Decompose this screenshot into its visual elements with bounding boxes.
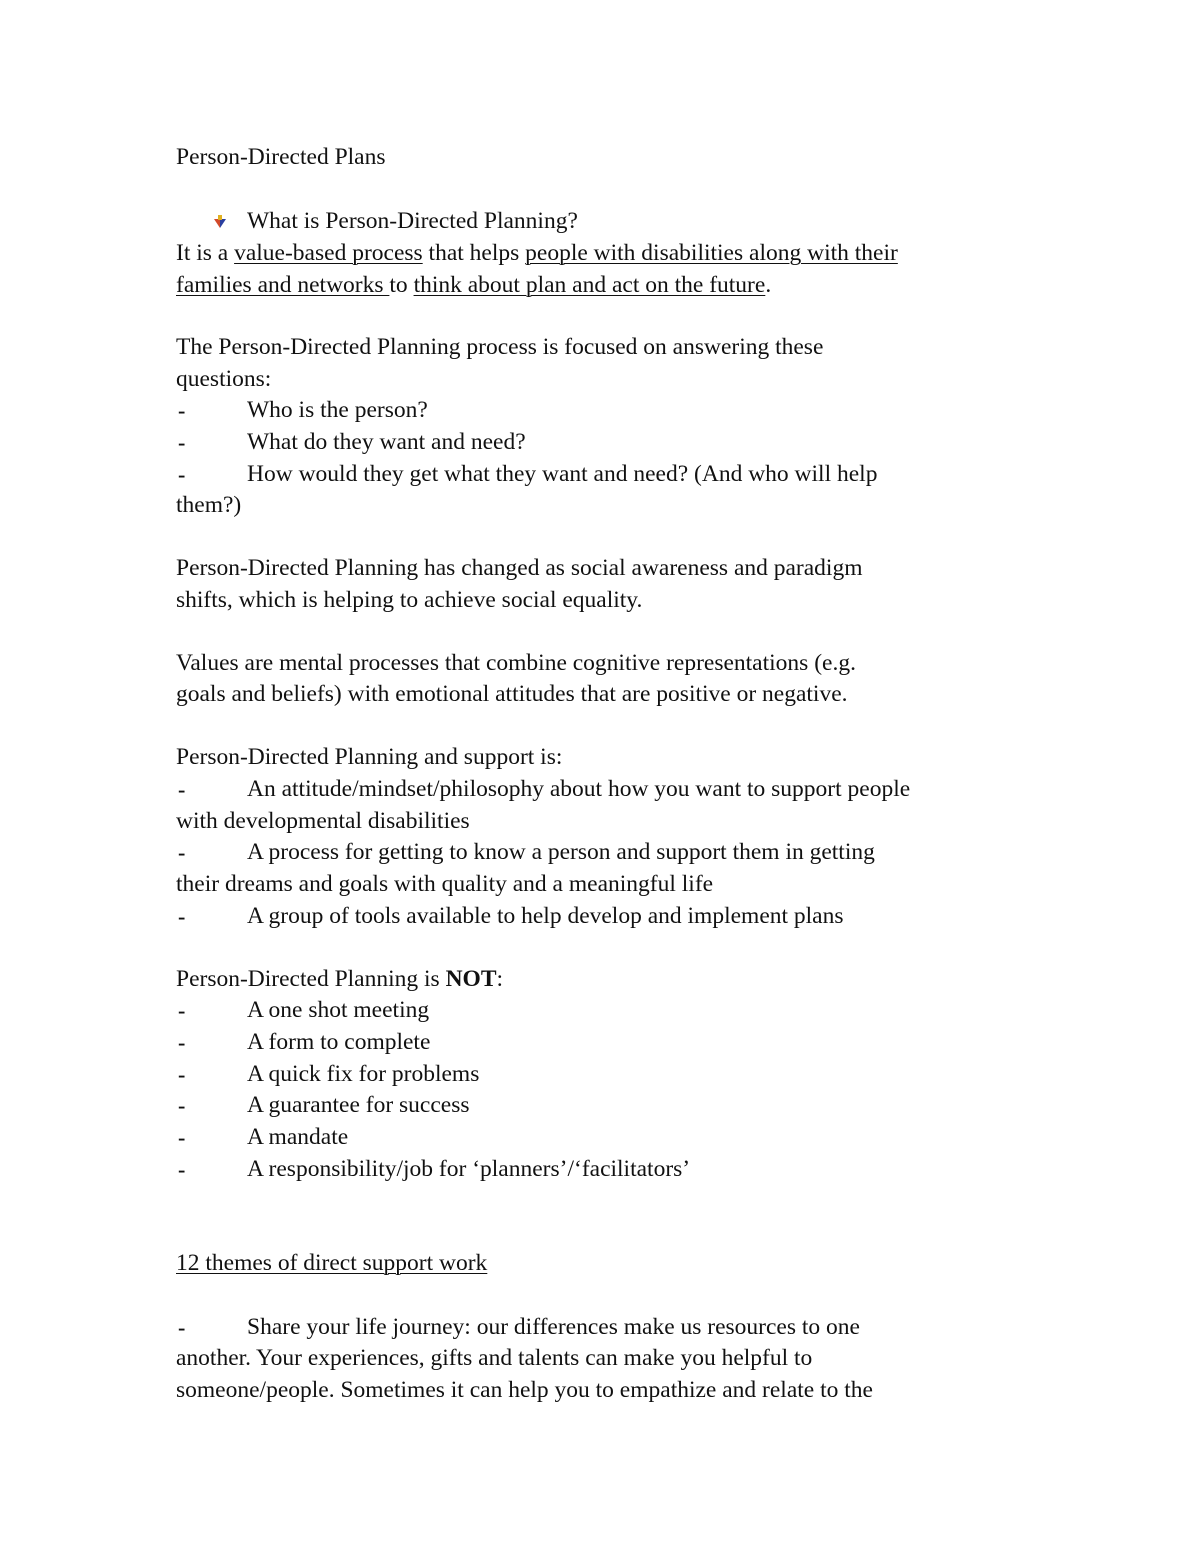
dash-bullet: - [178, 1062, 186, 1087]
dash-bullet: - [178, 398, 186, 423]
dash-bullet: - [178, 1125, 186, 1150]
dash-bullet: - [178, 777, 186, 802]
dash-bullet: - [178, 1093, 186, 1118]
page-title: Person-Directed Plans [176, 144, 386, 170]
dash-bullet: - [178, 1157, 186, 1182]
list-item: A responsibility/job for ‘planners’/‘facilitators’ [247, 1156, 691, 1182]
list-item-continuation: another. Your experiences, gifts and talents can make you helpful to [176, 1345, 813, 1371]
list-item: A form to complete [247, 1029, 431, 1055]
themes-heading: 12 themes of direct support work [176, 1250, 488, 1276]
definition-line-2: families and networks to think about plan and act on the future. [176, 272, 772, 298]
list-item: What do they want and need? [247, 429, 526, 455]
dash-bullet: - [178, 1315, 186, 1340]
dash-bullet: - [178, 840, 186, 865]
down-arrow-bullet-icon [212, 214, 230, 230]
list-item-continuation: with developmental disabilities [176, 808, 470, 834]
not-heading: Person-Directed Planning is NOT: [176, 966, 504, 992]
focus-paragraph-line-1: The Person-Directed Planning process is focused on answering these [176, 334, 824, 360]
list-item-continuation: their dreams and goals with quality and a meaningful life [176, 871, 714, 897]
focus-paragraph-line-2: questions: [176, 366, 272, 392]
list-item: A guarantee for success [247, 1092, 470, 1118]
list-item: A group of tools available to help develop and implement plans [247, 903, 844, 929]
list-item: A quick fix for problems [247, 1061, 480, 1087]
support-heading: Person-Directed Planning and support is: [176, 744, 563, 770]
dash-bullet: - [178, 998, 186, 1023]
values-paragraph-line-1: Values are mental processes that combine cognitive representations (e.g. [176, 650, 856, 676]
list-item-continuation: them?) [176, 492, 242, 518]
dash-bullet: - [178, 904, 186, 929]
values-paragraph-line-2: goals and beliefs) with emotional attitudes that are positive or negative. [176, 681, 848, 707]
list-item-continuation: someone/people. Sometimes it can help you to empathize and relate to the [176, 1377, 873, 1403]
list-item: A process for getting to know a person and support them in getting [247, 839, 875, 865]
dash-bullet: - [178, 462, 186, 487]
list-item: A one shot meeting [247, 997, 430, 1023]
changed-paragraph-line-1: Person-Directed Planning has changed as social awareness and paradigm [176, 555, 863, 581]
dash-bullet: - [178, 1030, 186, 1055]
list-item: An attitude/mindset/philosophy about how you want to support people [247, 776, 911, 802]
dash-bullet: - [178, 430, 186, 455]
list-item: How would they get what they want and need? (And who will help [247, 461, 878, 487]
definition-line-1: It is a value-based process that helps people with disabilities along with their [176, 240, 898, 266]
question-heading: What is Person-Directed Planning? [247, 208, 578, 234]
list-item: Who is the person? [247, 397, 428, 423]
changed-paragraph-line-2: shifts, which is helping to achieve social equality. [176, 587, 643, 613]
list-item: A mandate [247, 1124, 349, 1150]
list-item: Share your life journey: our differences make us resources to one [247, 1314, 860, 1340]
